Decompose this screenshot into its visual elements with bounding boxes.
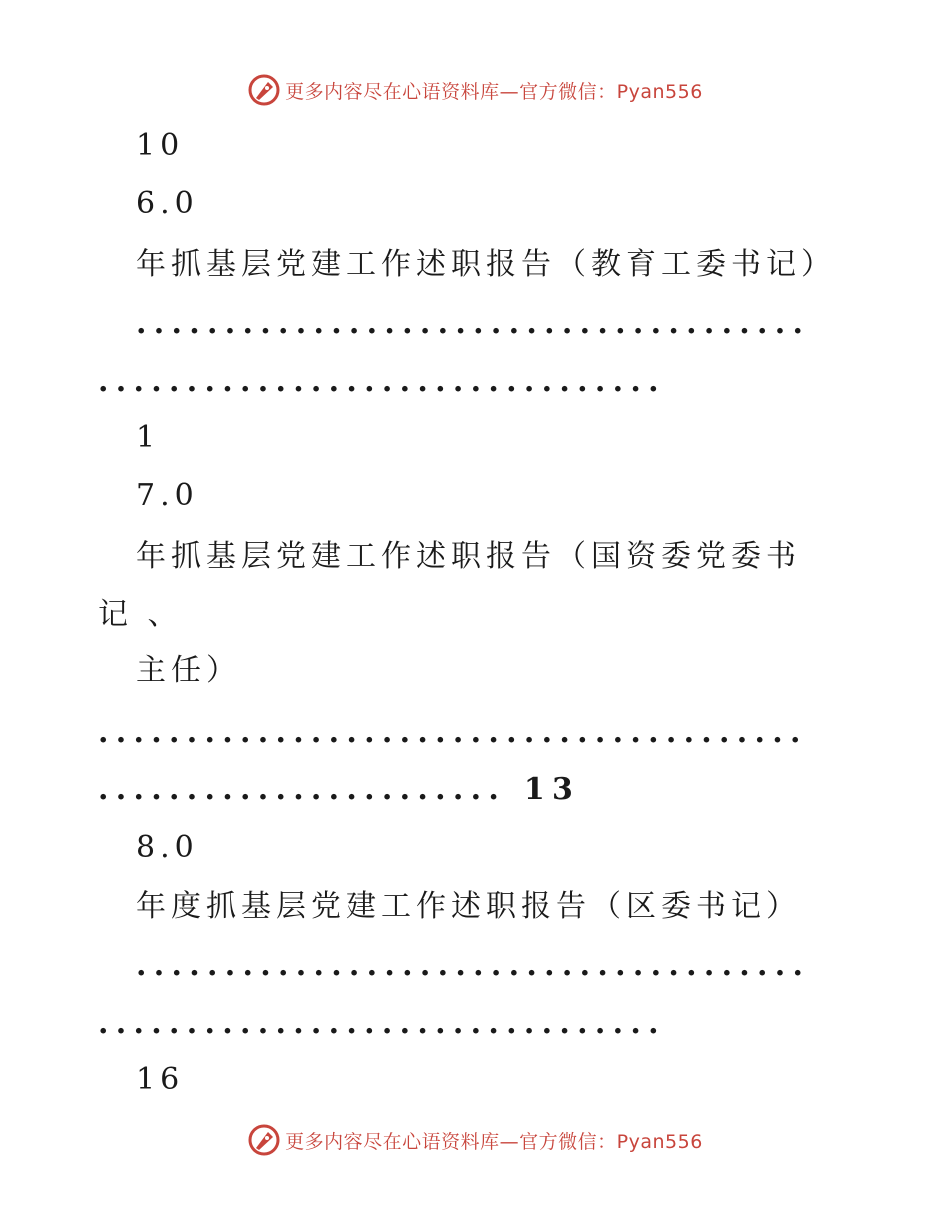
toc-entry-8-leader: ...................................... [136, 948, 811, 983]
header-banner-text: 更多内容尽在心语资料库—官方微信：Pyan556 [285, 80, 703, 103]
footer-banner [0, 1120, 950, 1160]
toc-entry-7-title-line2: 记 、 [98, 597, 183, 632]
toc-entry-7-leader-page: ....................... 13 [98, 772, 581, 807]
toc-entry-8-title: 年度抓基层党建工作述职报告（区委书记） [136, 889, 801, 924]
toc-entry-8-leader-continued: ................................ [98, 1006, 666, 1041]
toc-entry-8-number: 8.0 [136, 830, 199, 865]
toc-entry-7-title-line3: 主任） [136, 653, 241, 688]
toc-entry-6-title: 年抓基层党建工作述职报告（教育工委书记） [136, 247, 836, 282]
page-number-10: 10 [136, 128, 185, 163]
toc-entry-6-number: 6.0 [136, 186, 199, 221]
toc-entry-7-title: 年抓基层党建工作述职报告（国资委党委书 [136, 539, 801, 574]
toc-entry-8-page: 16 [136, 1062, 185, 1097]
toc-entry-6-leader: ...................................... [136, 306, 811, 341]
pen-nib-seal-icon [247, 1123, 281, 1157]
toc-entry-6-page: 1 [136, 420, 161, 455]
toc-entry-7-leader: ........................................ [98, 715, 808, 750]
toc-entry-6-leader-continued: ................................ [98, 364, 666, 399]
toc-entry-7-number: 7.0 [136, 478, 199, 513]
header-banner [0, 70, 950, 110]
footer-banner-text: 更多内容尽在心语资料库—官方微信：Pyan556 [285, 1130, 703, 1153]
pen-nib-seal-icon [247, 73, 281, 107]
